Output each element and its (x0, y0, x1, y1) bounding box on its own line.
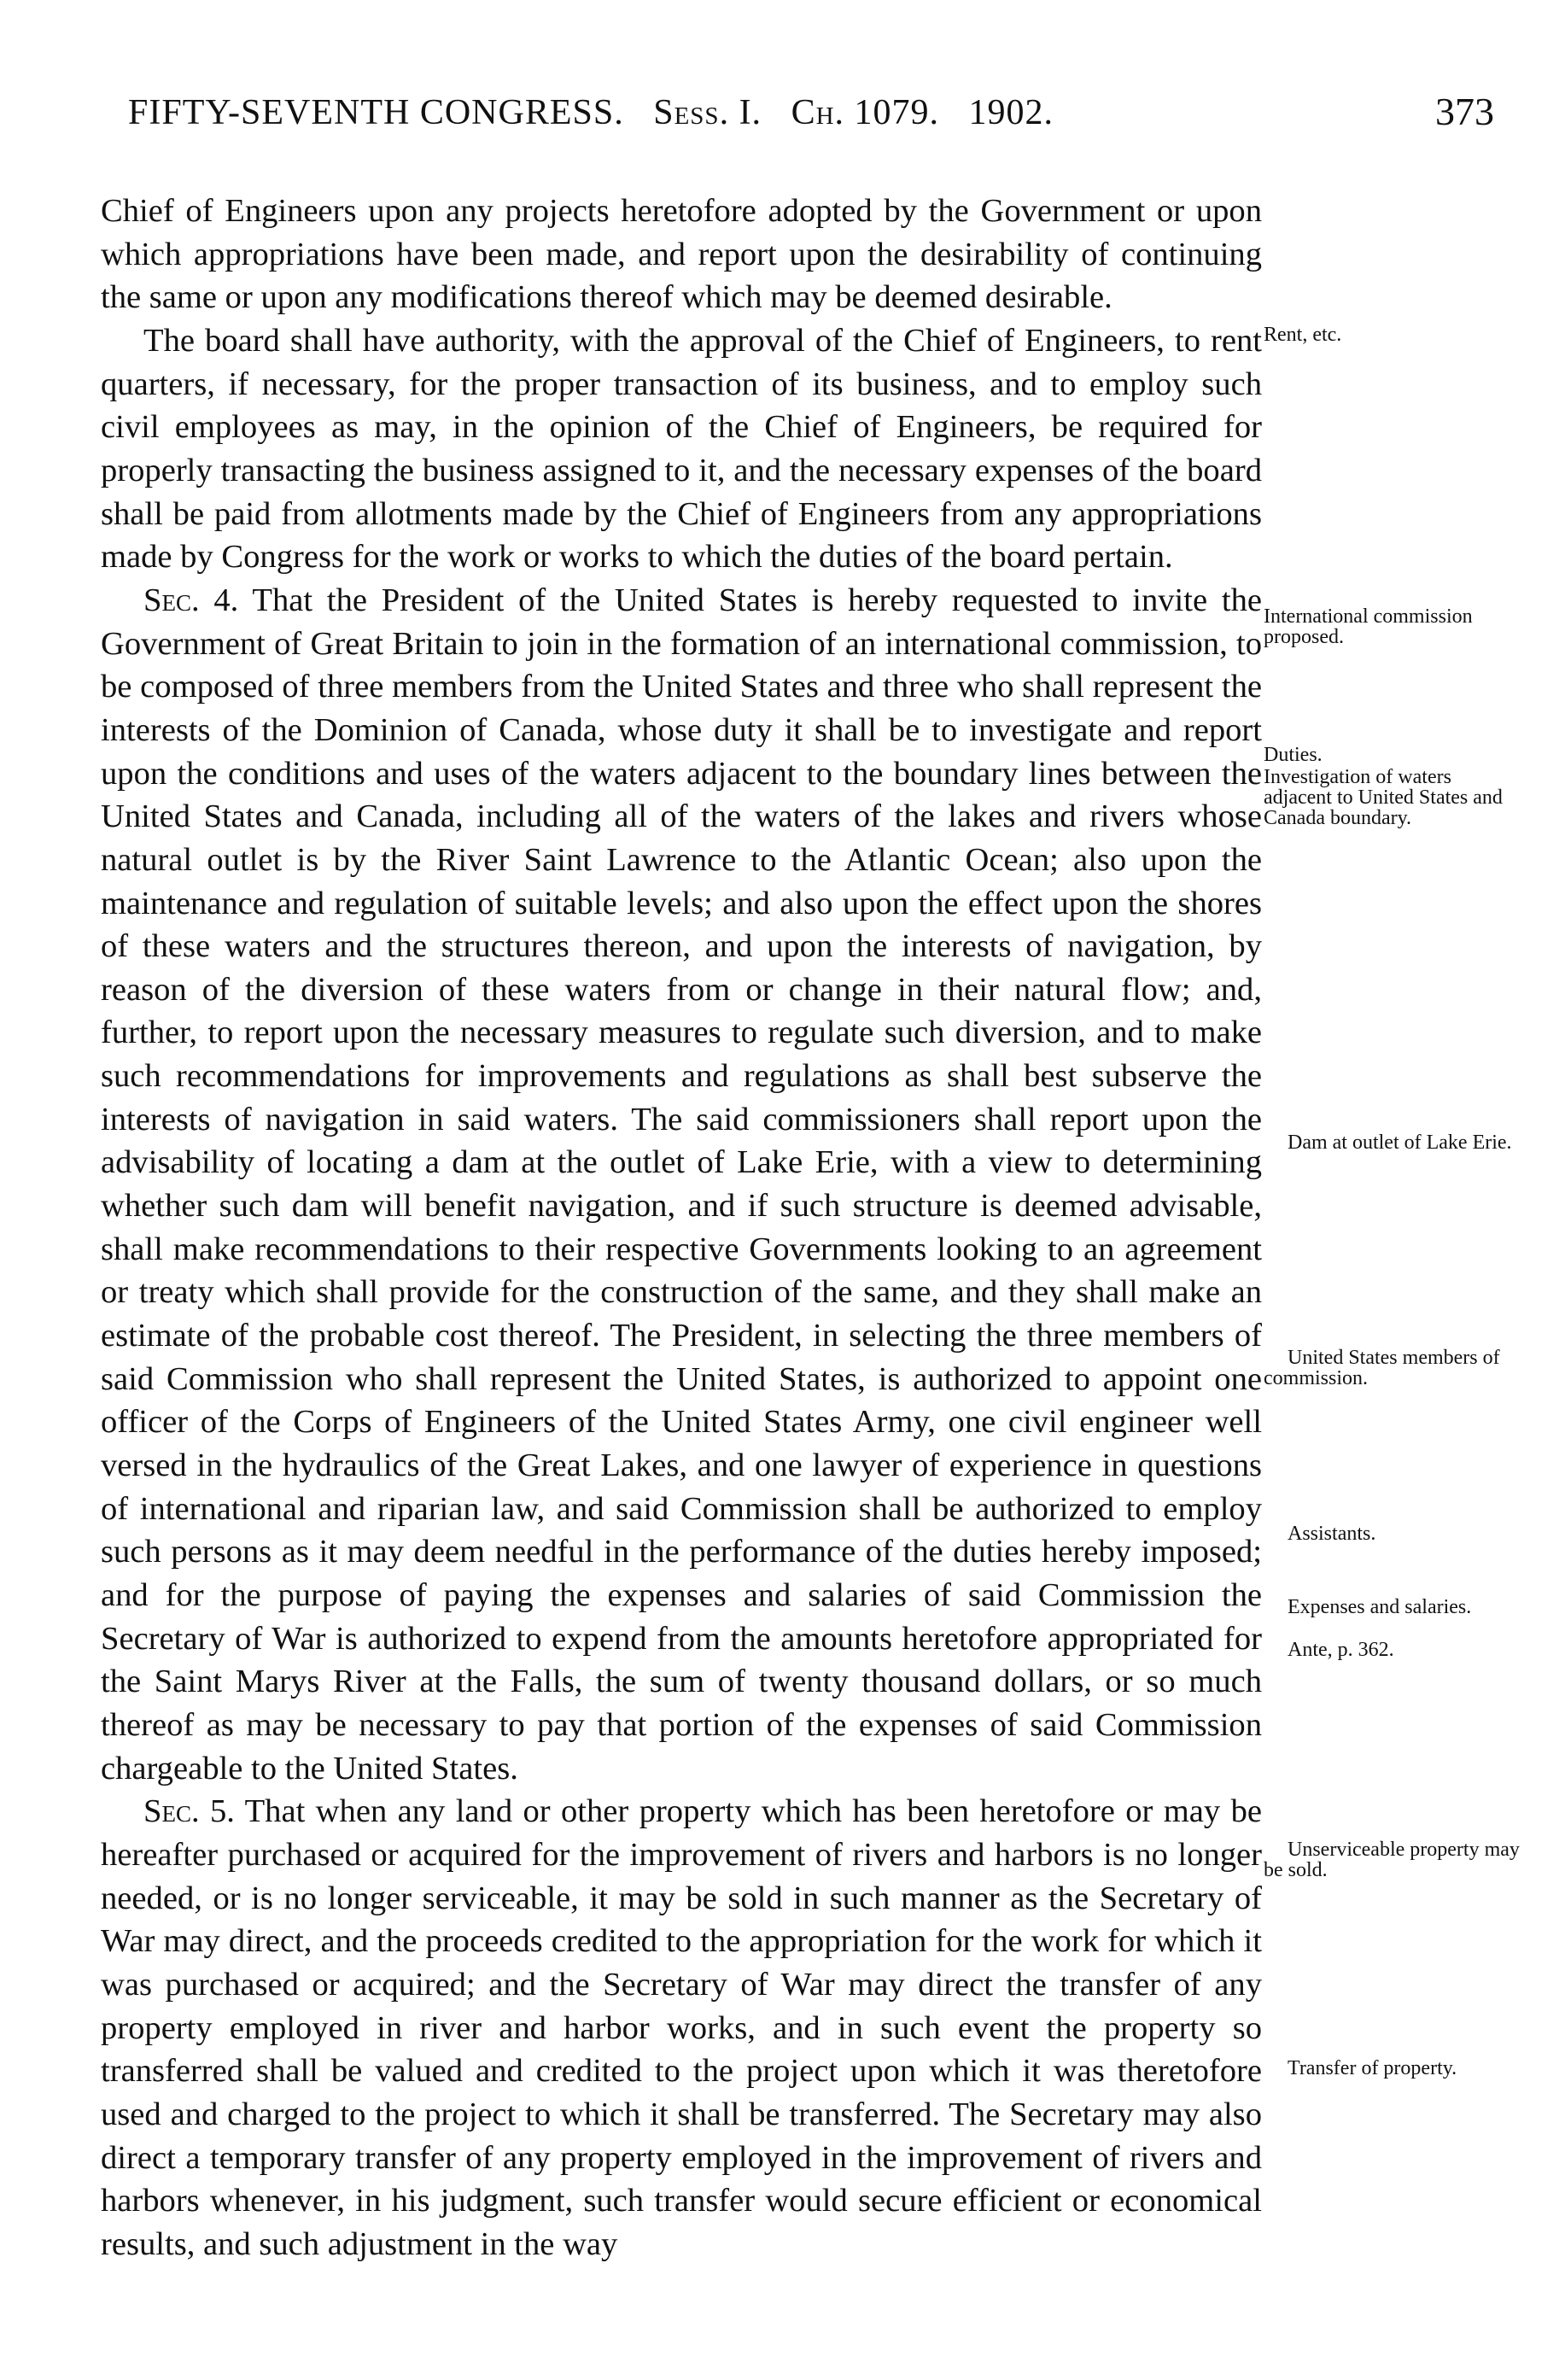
margin-note-unserviceable: Unserviceable property may be sold. (1264, 1839, 1520, 1881)
page-number: 373 (1435, 90, 1494, 133)
section-5-text: That when any land or other property which has been heretofore or may be hereafter purchased or acquired for the improvement of rivers and harbors is no longer needed, or is no longer serviceable, it may be sold in such manner as the Secretary of War may direct, and the proceeds credited to the appropriation for the work for which it was purchased or acquired; and the Secretary of War may direct the transfer of any property employed in river and harbor works, and in such event the property so transferred shall be valued and credited to the project upon which it was theretofore used and charged to the project to which it shall be transferred. The Secretary may also direct a temporary transfer of any property employed in the improvement of rivers and harbors whenever, in his judgment, such transfer would secure efficient or economical results, and such adjustment in the way (101, 1793, 1262, 2262)
session-label: Sess. I. (653, 93, 762, 132)
congress-title: FIFTY-SEVENTH CONGRESS. (128, 93, 624, 132)
running-head (128, 92, 1054, 133)
paragraph-3 (101, 579, 1262, 1790)
section-5-label: Sec. 5. (143, 1793, 235, 1830)
margin-note-us-members: United States members of commission. (1264, 1347, 1500, 1389)
margin-note-expenses: Expenses and salaries. (1288, 1596, 1472, 1618)
year-label: 1902. (968, 93, 1054, 132)
paragraph-4 (101, 1790, 1262, 2266)
paragraph-1: Chief of Engineers upon any projects heretofore adopted by the Government or upon which appropriations have been made, and report upon the desirability of continuing the same or upon any modifications thereof which may be deemed desirable. (101, 193, 1262, 316)
section-4-text: That the President of the United States is hereby requested to invite the Government of Great Britain to join in the formation of an international commission, to be composed of three members from the United States and three who shall represent the interests of the Dominion of Canada, whose duty it shall be to investigate and report upon the conditions and uses of the waters adjacent to the boundary lines between the United States and Canada, including all of the waters of the lakes and rivers whose natural outlet is by the River Saint Lawrence to the Atlantic Ocean; also upon the maintenance and regulation of suitable levels; and also upon the effect upon the shores of these waters and the structures thereon, and upon the interests of navigation, by reason of the diversion of these waters from or change in their natural flow; and, further, to report upon the necessary measures to regulate such diversion, and to make such recommendations for improvements and regulations as shall best subserve the interests of navigation in said waters. The said commissioners shall report upon the advisability of locating a dam at the outlet of Lake Erie, with a view to determining whether such dam will benefit navigation, and if such structure is deemed advisable, shall make recommendations to their respective Governments looking to an agreement or treaty which shall provide for the construction of the same, and they shall make an estimate of the probable cost thereof. The President, in selecting the three members of said Commission who shall represent the United States, is authorized to appoint one officer of the Corps of Engineers of the United States Army, one civil engineer well versed in the hydraulics of the Great Lakes, and one lawyer of experience in questions of international and riparian law, and said Commission shall be authorized to employ such persons as it may deem needful in the performance of the duties hereby imposed; and for the purpose of paying the expenses and salaries of said Commission the Secretary of War is authorized to expend from the amounts heretofore appropriated for the Saint Marys River at the Falls, the sum of twenty thousand dollars, or so much thereof as may be necessary to pay that portion of the expenses of said Commission chargeable to the United States. (101, 582, 1262, 1786)
paragraph-2: The board shall have authority, with the approval of the Chief of Engineers, to rent quarters, if necessary, for the proper transaction of its business, and to employ such civil employees as may, in the opinion of the Chief of Engineers, be required for properly transacting the business assigned to it, and the necessary expenses of the board shall be paid from allotments made by the Chief of Engineers from any appropriations made by Congress for the work or works to which the duties of the board pertain. (101, 322, 1262, 576)
margin-note-assistants: Assistants. (1288, 1523, 1376, 1545)
margin-note-duties: Duties. (1264, 744, 1323, 766)
chapter-label: Ch. 1079. (791, 93, 940, 132)
margin-notes (1264, 0, 1520, 2380)
margin-note-dam: Dam at outlet of Lake Erie. (1288, 1132, 1512, 1154)
margin-note-international-commission: International commission proposed. (1264, 605, 1473, 648)
margin-note-rent: Rent, etc. (1264, 324, 1342, 346)
section-4-label: Sec. 4. (143, 582, 239, 618)
margin-note-ante: Ante, p. 362. (1288, 1639, 1394, 1661)
body-text (101, 190, 1262, 2266)
margin-note-investigation: Investigation of waters adjacent to United States and Canada boundary. (1264, 766, 1503, 829)
margin-note-transfer: Transfer of property. (1288, 2057, 1457, 2079)
